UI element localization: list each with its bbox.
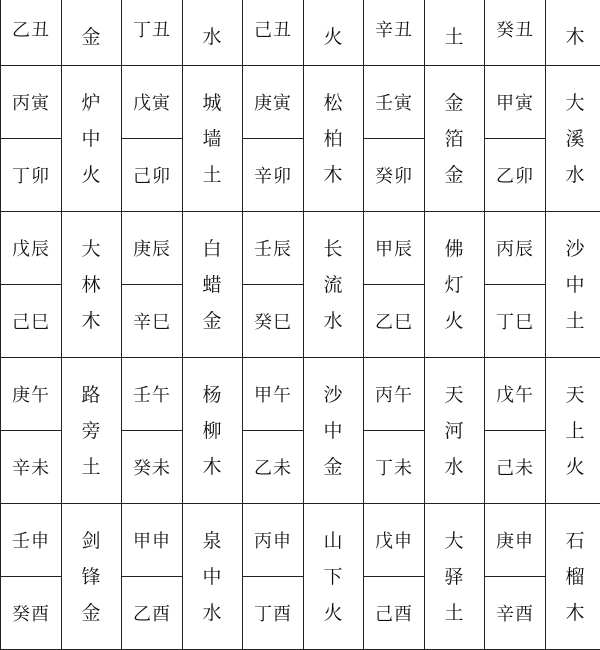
- nayin-char: 锋: [81, 559, 101, 595]
- ganzhi-cell: [122, 0, 183, 66]
- ganzhi-cell: [485, 212, 546, 285]
- ganzhi-cell: [243, 0, 304, 66]
- nayin-char: 土: [81, 449, 101, 485]
- nayin-char: 中: [81, 121, 101, 157]
- ganzhi-cell: [364, 577, 425, 650]
- ganzhi-cell: [364, 66, 425, 139]
- ganzhi-label: 癸卯: [375, 166, 413, 187]
- nayin-char: 中: [565, 267, 585, 303]
- ganzhi-cell: [122, 358, 183, 431]
- nayin-char: 林: [81, 267, 101, 303]
- ganzhi-label: 辛丑: [375, 20, 413, 41]
- ganzhi-label: 丙午: [375, 385, 413, 406]
- nayin-char: 金: [444, 85, 464, 121]
- nayin-char: 天: [565, 377, 585, 413]
- nayin-char: 火: [323, 595, 343, 631]
- table-row: [1, 358, 600, 431]
- ganzhi-cell: [243, 139, 304, 212]
- nayin-char: 木: [202, 449, 222, 485]
- ganzhi-cell: [122, 504, 183, 577]
- ganzhi-cell: [364, 212, 425, 285]
- ganzhi-label: 乙丑: [12, 20, 50, 41]
- nayin-char: 水: [323, 303, 343, 339]
- ganzhi-label: 戊午: [496, 385, 534, 406]
- nayin-char: 金: [444, 157, 464, 193]
- ganzhi-cell: [1, 0, 62, 66]
- ganzhi-label: 癸酉: [12, 604, 50, 625]
- ganzhi-cell: [485, 577, 546, 650]
- nayin-char: 金: [323, 449, 343, 485]
- nayin-char: 水: [202, 19, 222, 55]
- nayin-char: 驿: [444, 559, 464, 595]
- nayin-char: 火: [565, 449, 585, 485]
- nayin-cell: [183, 0, 243, 66]
- ganzhi-label: 丁卯: [12, 166, 50, 187]
- nayin-cell: [62, 66, 122, 212]
- ganzhi-cell: [485, 0, 546, 66]
- ganzhi-label: 辛巳: [133, 312, 171, 333]
- ganzhi-cell: [1, 66, 62, 139]
- ganzhi-label: 癸巳: [254, 312, 292, 333]
- nayin-cell: [425, 504, 485, 650]
- nayin-char: 路: [81, 377, 101, 413]
- nayin-char: 下: [323, 559, 343, 595]
- nayin-char: 石: [565, 523, 585, 559]
- nayin-cell: [546, 66, 600, 212]
- ganzhi-label: 戊寅: [133, 93, 171, 114]
- ganzhi-cell: [1, 139, 62, 212]
- ganzhi-label: 甲辰: [375, 239, 413, 260]
- nayin-char: 山: [323, 523, 343, 559]
- ganzhi-cell: [364, 431, 425, 504]
- ganzhi-cell: [364, 0, 425, 66]
- nayin-char: 大: [444, 523, 464, 559]
- ganzhi-label: 庚申: [496, 531, 534, 552]
- ganzhi-label: 己丑: [254, 20, 292, 41]
- ganzhi-cell: [364, 504, 425, 577]
- nayin-char: 木: [565, 19, 585, 55]
- ganzhi-label: 癸丑: [496, 20, 534, 41]
- nayin-cell: [304, 358, 364, 504]
- nayin-char: 沙: [565, 231, 585, 267]
- ganzhi-label: 丙辰: [496, 239, 534, 260]
- nayin-char: 金: [81, 595, 101, 631]
- nayin-char: 火: [444, 303, 464, 339]
- ganzhi-label: 辛未: [12, 458, 50, 479]
- nayin-char: 城: [202, 85, 222, 121]
- nayin-char: 金: [202, 303, 222, 339]
- nayin-cell: [183, 66, 243, 212]
- nayin-char: 灯: [444, 267, 464, 303]
- ganzhi-label: 乙巳: [375, 312, 413, 333]
- nayin-char: 土: [565, 303, 585, 339]
- ganzhi-cell: [243, 212, 304, 285]
- ganzhi-label: 庚辰: [133, 239, 171, 260]
- ganzhi-label: 己卯: [133, 166, 171, 187]
- ganzhi-label: 丁未: [375, 458, 413, 479]
- nayin-char: 木: [565, 595, 585, 631]
- ganzhi-cell: [485, 431, 546, 504]
- ganzhi-label: 乙酉: [133, 604, 171, 625]
- nayin-char: 流: [323, 267, 343, 303]
- ganzhi-cell: [243, 504, 304, 577]
- nayin-char: 松: [323, 85, 343, 121]
- ganzhi-cell: [243, 577, 304, 650]
- ganzhi-cell: [1, 431, 62, 504]
- nayin-cell: [183, 358, 243, 504]
- ganzhi-cell: [485, 504, 546, 577]
- nayin-char: 箔: [444, 121, 464, 157]
- ganzhi-label: 丙寅: [12, 93, 50, 114]
- ganzhi-cell: [364, 358, 425, 431]
- ganzhi-cell: [243, 66, 304, 139]
- ganzhi-label: 丁丑: [133, 20, 171, 41]
- nayin-cell: [546, 504, 600, 650]
- ganzhi-cell: [364, 285, 425, 358]
- ganzhi-cell: [485, 66, 546, 139]
- nayin-cell: [425, 358, 485, 504]
- nayin-cell: [304, 504, 364, 650]
- nayin-char: 大: [565, 85, 585, 121]
- ganzhi-label: 丁酉: [254, 604, 292, 625]
- ganzhi-cell: [122, 285, 183, 358]
- ganzhi-cell: [122, 66, 183, 139]
- ganzhi-label: 庚寅: [254, 93, 292, 114]
- nayin-cell: [62, 0, 122, 66]
- nayin-cell: [304, 66, 364, 212]
- nayin-char: 天: [444, 377, 464, 413]
- ganzhi-cell: [1, 358, 62, 431]
- nayin-char: 溪: [565, 121, 585, 157]
- nayin-cell: [183, 212, 243, 358]
- nayin-char: 泉: [202, 523, 222, 559]
- ganzhi-cell: [122, 431, 183, 504]
- nayin-cell: [62, 212, 122, 358]
- nayin-char: 火: [323, 19, 343, 55]
- ganzhi-cell: [1, 212, 62, 285]
- ganzhi-label: 丙申: [254, 531, 292, 552]
- ganzhi-label: 壬申: [12, 531, 50, 552]
- ganzhi-cell: [243, 358, 304, 431]
- ganzhi-label: 壬午: [133, 385, 171, 406]
- ganzhi-cell: [1, 577, 62, 650]
- nayin-char: 中: [202, 559, 222, 595]
- nayin-char: 大: [81, 231, 101, 267]
- nayin-char: 佛: [444, 231, 464, 267]
- nayin-char: 墙: [202, 121, 222, 157]
- ganzhi-cell: [122, 577, 183, 650]
- ganzhi-label: 甲寅: [496, 93, 534, 114]
- nayin-char: 水: [444, 449, 464, 485]
- ganzhi-label: 丁巳: [496, 312, 534, 333]
- ganzhi-cell: [485, 358, 546, 431]
- nayin-char: 木: [81, 303, 101, 339]
- nayin-char: 土: [444, 19, 464, 55]
- ganzhi-label: 庚午: [12, 385, 50, 406]
- nayin-char: 榴: [565, 559, 585, 595]
- ganzhi-cell: [122, 139, 183, 212]
- nayin-char: 水: [202, 595, 222, 631]
- nayin-cell: [183, 504, 243, 650]
- ganzhi-cell: [243, 431, 304, 504]
- nayin-char: 河: [444, 413, 464, 449]
- ganzhi-label: 壬辰: [254, 239, 292, 260]
- nayin-char: 柳: [202, 413, 222, 449]
- nayin-char: 木: [323, 157, 343, 193]
- nayin-char: 中: [323, 413, 343, 449]
- table-row: [1, 212, 600, 285]
- ganzhi-label: 戊辰: [12, 239, 50, 260]
- ganzhi-label: 己巳: [12, 312, 50, 333]
- ganzhi-label: 辛卯: [254, 166, 292, 187]
- nayin-cell: [425, 66, 485, 212]
- nayin-char: 金: [81, 19, 101, 55]
- nayin-char: 炉: [81, 85, 101, 121]
- ganzhi-label: 己未: [496, 458, 534, 479]
- nayin-char: 上: [565, 413, 585, 449]
- table-row: [1, 504, 600, 577]
- nayin-cell: [546, 0, 600, 66]
- nayin-char: 剑: [81, 523, 101, 559]
- nayin-char: 土: [202, 157, 222, 193]
- ganzhi-cell: [243, 285, 304, 358]
- table-row-top: [1, 0, 600, 66]
- ganzhi-cell: [1, 285, 62, 358]
- ganzhi-cell: [1, 504, 62, 577]
- ganzhi-cell: [485, 139, 546, 212]
- ganzhi-label: 癸未: [133, 458, 171, 479]
- nayin-char: 土: [444, 595, 464, 631]
- nayin-char: 柏: [323, 121, 343, 157]
- nayin-cell: [425, 0, 485, 66]
- ganzhi-label: 乙卯: [496, 166, 534, 187]
- nayin-cell: [304, 212, 364, 358]
- nayin-char: 沙: [323, 377, 343, 413]
- table-row: [1, 66, 600, 139]
- nayin-cell: [62, 358, 122, 504]
- nayin-cell: [546, 212, 600, 358]
- ganzhi-cell: [485, 285, 546, 358]
- nayin-cell: [546, 358, 600, 504]
- ganzhi-label: 壬寅: [375, 93, 413, 114]
- nayin-cell: [304, 0, 364, 66]
- nayin-char: 旁: [81, 413, 101, 449]
- nayin-char: 蜡: [202, 267, 222, 303]
- ganzhi-cell: [364, 139, 425, 212]
- ganzhi-cell: [122, 212, 183, 285]
- nayin-cell: [62, 504, 122, 650]
- ganzhi-label: 己酉: [375, 604, 413, 625]
- ganzhi-label: 乙未: [254, 458, 292, 479]
- ganzhi-label: 甲午: [254, 385, 292, 406]
- nayin-char: 白: [202, 231, 222, 267]
- ganzhi-label: 戊申: [375, 531, 413, 552]
- nayin-char: 长: [323, 231, 343, 267]
- ganzhi-label: 辛酉: [496, 604, 534, 625]
- ganzhi-label: 甲申: [133, 531, 171, 552]
- nayin-cell: [425, 212, 485, 358]
- nayin-char: 杨: [202, 377, 222, 413]
- nayin-char: 水: [565, 157, 585, 193]
- nayin-char: 火: [81, 157, 101, 193]
